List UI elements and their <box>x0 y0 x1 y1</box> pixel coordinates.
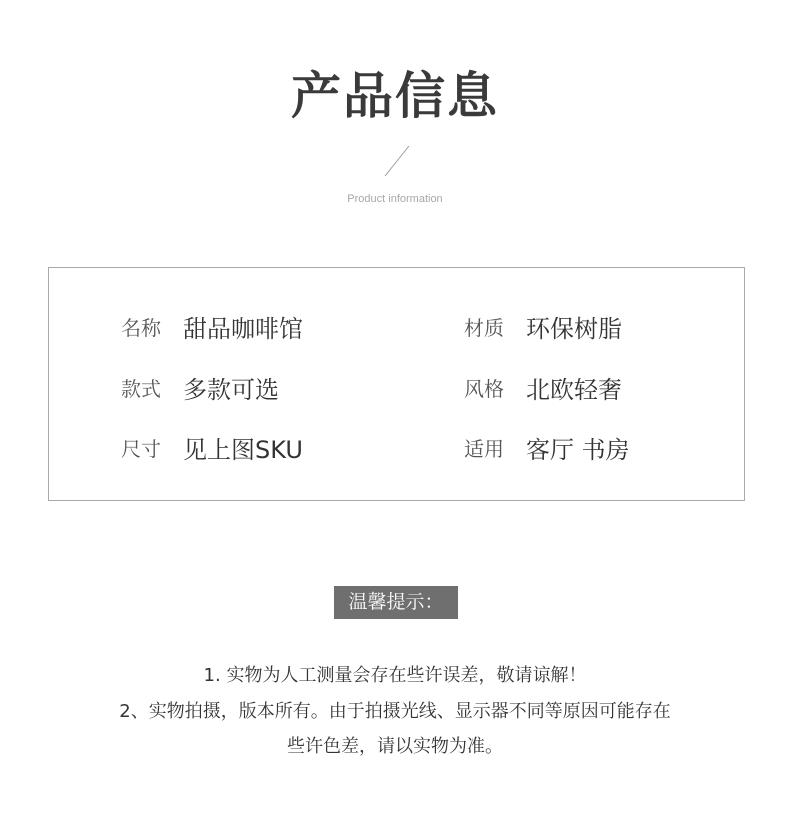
spec-item-size <box>121 427 303 467</box>
spec-label: 风格 <box>464 376 504 401</box>
spec-item-style <box>121 367 279 407</box>
spec-label: 适用 <box>464 436 504 461</box>
spec-item-name <box>121 306 303 346</box>
tips-badge: 温馨提示： <box>334 586 458 619</box>
slash-divider-icon <box>384 145 410 177</box>
spec-value: 北欧轻奢 <box>526 375 622 404</box>
spec-value: 客厅 书房 <box>526 435 630 464</box>
spec-item-usage <box>464 427 630 467</box>
tip-line-3: 些许色差，请以实物为准。 <box>287 736 503 757</box>
tip-line-1: 1. 实物为人工测量会存在些许误差，敬请谅解！ <box>203 665 587 686</box>
spec-item-material <box>464 306 622 346</box>
page-subtitle: Product information <box>347 193 443 205</box>
spec-label: 材质 <box>464 315 504 340</box>
spec-box <box>48 267 745 501</box>
spec-label: 款式 <box>121 376 161 401</box>
spec-label: 尺寸 <box>121 436 161 461</box>
spec-label: 名称 <box>121 315 161 340</box>
spec-item-design <box>464 367 622 407</box>
spec-value: 见上图SKU <box>183 435 303 464</box>
spec-value: 环保树脂 <box>526 314 622 343</box>
spec-value: 多款可选 <box>183 375 279 404</box>
spec-value: 甜品咖啡馆 <box>183 314 303 343</box>
tip-line-2: 2、实物拍摄，版本所有。由于拍摄光线、显示器不同等原因可能存在 <box>119 701 671 722</box>
page-title: 产品信息 <box>291 67 499 125</box>
